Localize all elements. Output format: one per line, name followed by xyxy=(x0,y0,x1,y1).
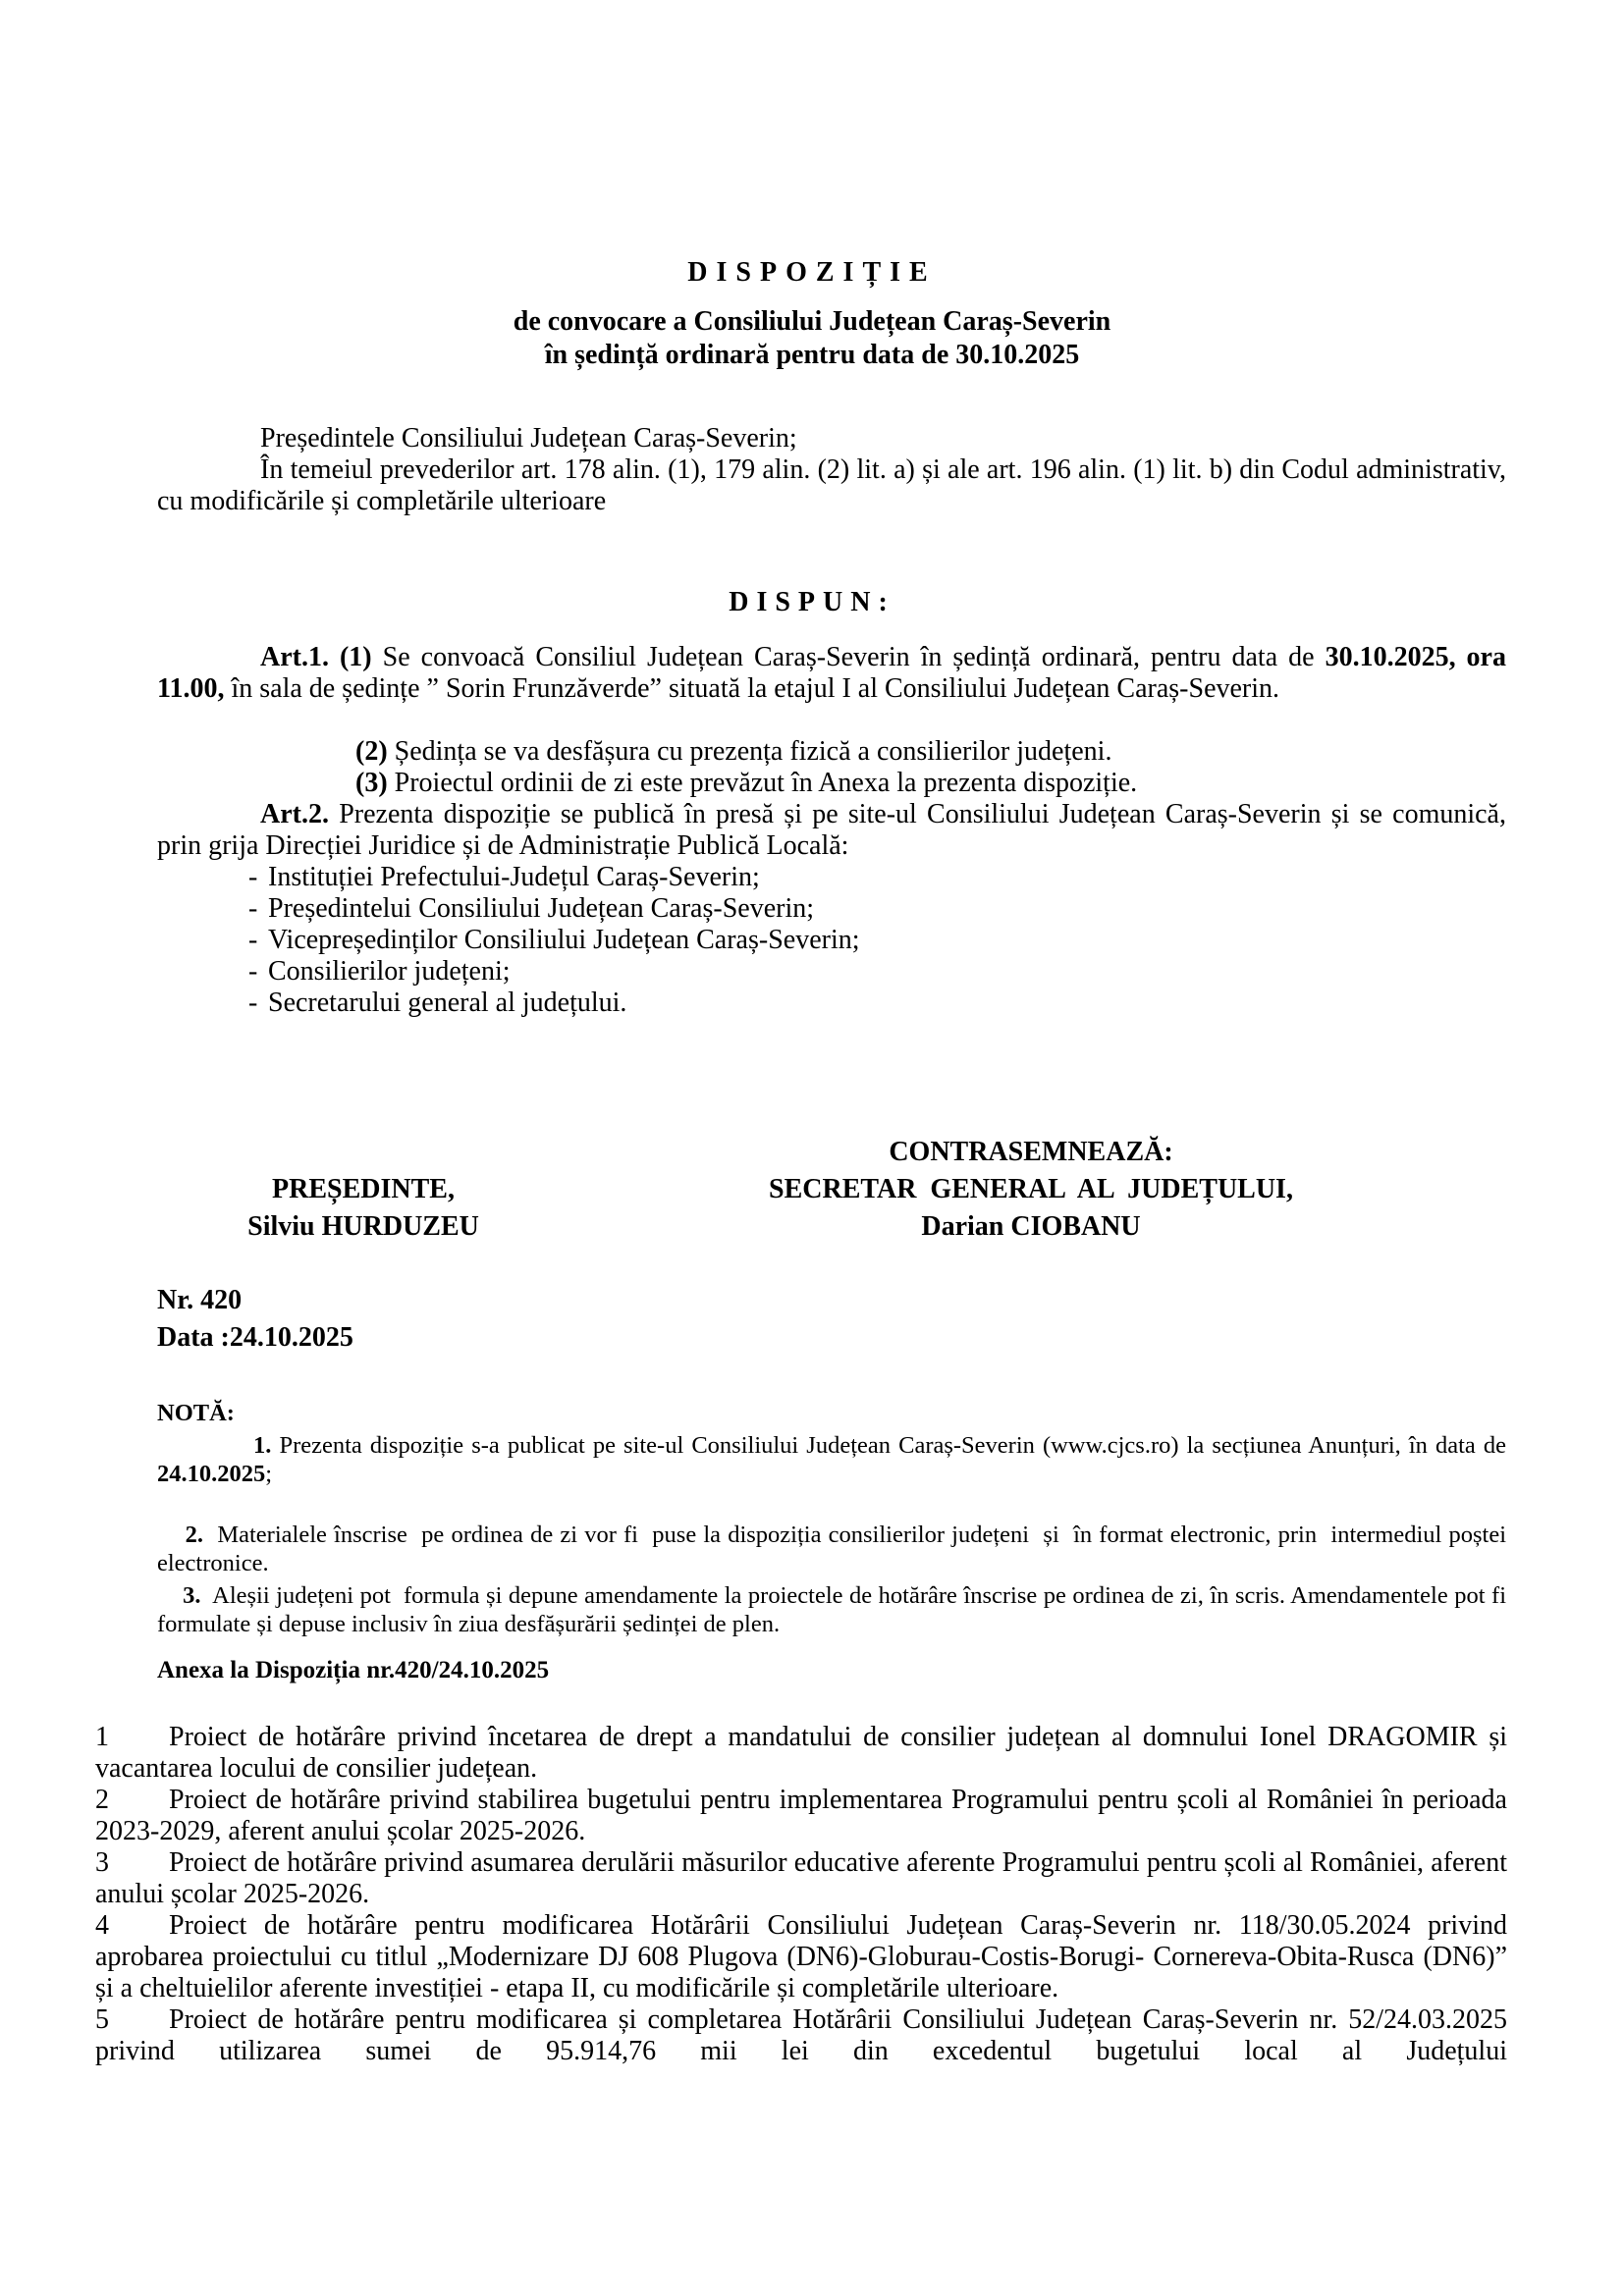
preamble-line2: În temeiul prevederilor art. 178 alin. (1), 179 alin. (2) lit. a) și ale art. 196 alin. (1) lit. b) din Codul administrativ, cu modificările și completările ulterioare xyxy=(157,454,1506,516)
note-item: 1. Prezenta dispoziție s-a publicat pe site-ul Consiliului Județean Caraș-Severin (www.cjcs.ro) la secțiunea Anunțuri, în data de 24.10.2025; xyxy=(157,1432,1506,1487)
recipient-item: - Instituției Prefectului-Județul Caraș-Severin; xyxy=(248,862,760,892)
art1-p2-text: Ședința se va desfășura cu prezența fizică a consilierilor județeni. xyxy=(387,736,1112,767)
art2-text: Prezenta dispoziție se publică în presă și pe site-ul Consiliului Județean Caraș-Severin și se comunică, prin grija Direcției Juridice și de Administrație Publică Locală: xyxy=(157,799,1506,861)
document-date: Data :24.10.2025 xyxy=(157,1322,353,1353)
dispun-heading: DISPUN: xyxy=(729,587,895,617)
annex-item: 3 Proiect de hotărâre privind asumarea derulării măsurilor educative aferente Programului pentru școli al României, aferent anului școlar 2025-2026. xyxy=(95,1847,1507,1909)
annex-item: 2 Proiect de hotărâre privind stabilirea bugetului pentru implementarea Programului pentru școli al României în perioada 2023-2029, aferent anului școlar 2025-2026. xyxy=(95,1785,1507,1846)
art1-paragraph3 xyxy=(355,768,1137,799)
art1-p3-label: (3) xyxy=(355,768,388,798)
secretary-title: SECRETAR GENERAL AL JUDEȚULUI, xyxy=(769,1174,1293,1204)
art1-p1-text-a: Se convoacă Consiliul Județean Caraș-Severin în ședință ordinară, pentru data de xyxy=(371,642,1326,672)
art1-p1-label: (1) xyxy=(339,642,372,672)
art2-label: Art.2. xyxy=(260,799,329,829)
annex-item: 4 Proiect de hotărâre pentru modificarea Hotărârii Consiliului Județean Caraș-Severin nr. 118/30.05.2024 privind aprobarea proiectului cu titlul „Modernizare DJ 608 Plugova (DN6)-Globurau-Costis-Borugi- Cornereva-Obita-Rusca (DN6)” și a cheltuielilor aferente investiției - etapa II, cu modificările și completările ulterioare. xyxy=(95,1910,1507,2003)
countersign-label: CONTRASEMNEAZĂ: xyxy=(889,1137,1173,1167)
art1-p3-text: Proiectul ordinii de zi este prevăzut în Anexa la prezenta dispoziție. xyxy=(387,768,1138,798)
art1-p1-text-b: în sala de ședințe ” Sorin Frunzăverde” situată la etajul I al Consiliului Județean Caraș-Severin. xyxy=(224,673,1280,704)
secretary-name: Darian CIOBANU xyxy=(921,1211,1141,1242)
president-name: Silviu HURDUZEU xyxy=(247,1211,479,1242)
recipient-item: - Președintelui Consiliului Județean Caraș-Severin; xyxy=(248,893,815,924)
art2-paragraph xyxy=(157,799,1506,862)
note-heading: NOTĂ: xyxy=(157,1400,235,1426)
note-item: 2. Materialele înscrise pe ordinea de zi vor fi puse la dispoziția consilierilor județeni și în format electronic, prin intermediul poștei electronice. xyxy=(157,1522,1513,1576)
note-item: 3. Aleșii județeni pot formula și depune amendamente la proiectele de hotărâre înscrise pe ordinea de zi, în scris. Amendamentele pot fi formulate și depuse inclusiv în ziua desfășurării ședinței de plen. xyxy=(157,1582,1513,1637)
document-title: DISPOZIȚIE xyxy=(687,257,937,288)
art1-p2-label: (2) xyxy=(355,736,388,767)
preamble-line1: Președintele Consiliului Județean Caraș-Severin; xyxy=(260,423,797,454)
document-number: Nr. 420 xyxy=(157,1285,243,1315)
art1-p1-date: 30.10.2025, ora 11.00, xyxy=(157,642,1506,704)
annex-item: 1 Proiect de hotărâre privind încetarea de drept a mandatului de consilier județean al domnului Ionel DRAGOMIR și vacantarea locului de consilier județean. xyxy=(95,1722,1507,1784)
president-title: PREȘEDINTE, xyxy=(272,1174,455,1204)
annex-heading: Anexa la Dispoziția nr.420/24.10.2025 xyxy=(157,1657,550,1683)
recipient-item: - Vicepreședinților Consiliului Județean Caraș-Severin; xyxy=(248,925,860,955)
document-subtitle-line2: în ședință ordinară pentru data de 30.10.2025 xyxy=(544,340,1080,370)
recipient-item: - Consilierilor județeni; xyxy=(248,956,511,987)
art1-paragraph2 xyxy=(355,736,1111,768)
document-subtitle-line1: de convocare a Consiliului Județean Caraș-Severin xyxy=(513,306,1111,337)
art1-label: Art.1. xyxy=(260,642,329,672)
art1-paragraph1 xyxy=(157,642,1506,705)
annex-item: 5 Proiect de hotărâre pentru modificarea și completarea Hotărârii Consiliului Județean Caraș-Severin nr. 52/24.03.2025 privind utilizarea sumei de 95.914,76 mii lei din excedentul bugetului local al Județului xyxy=(95,2004,1507,2066)
recipient-item: - Secretarului general al județului. xyxy=(248,988,627,1018)
